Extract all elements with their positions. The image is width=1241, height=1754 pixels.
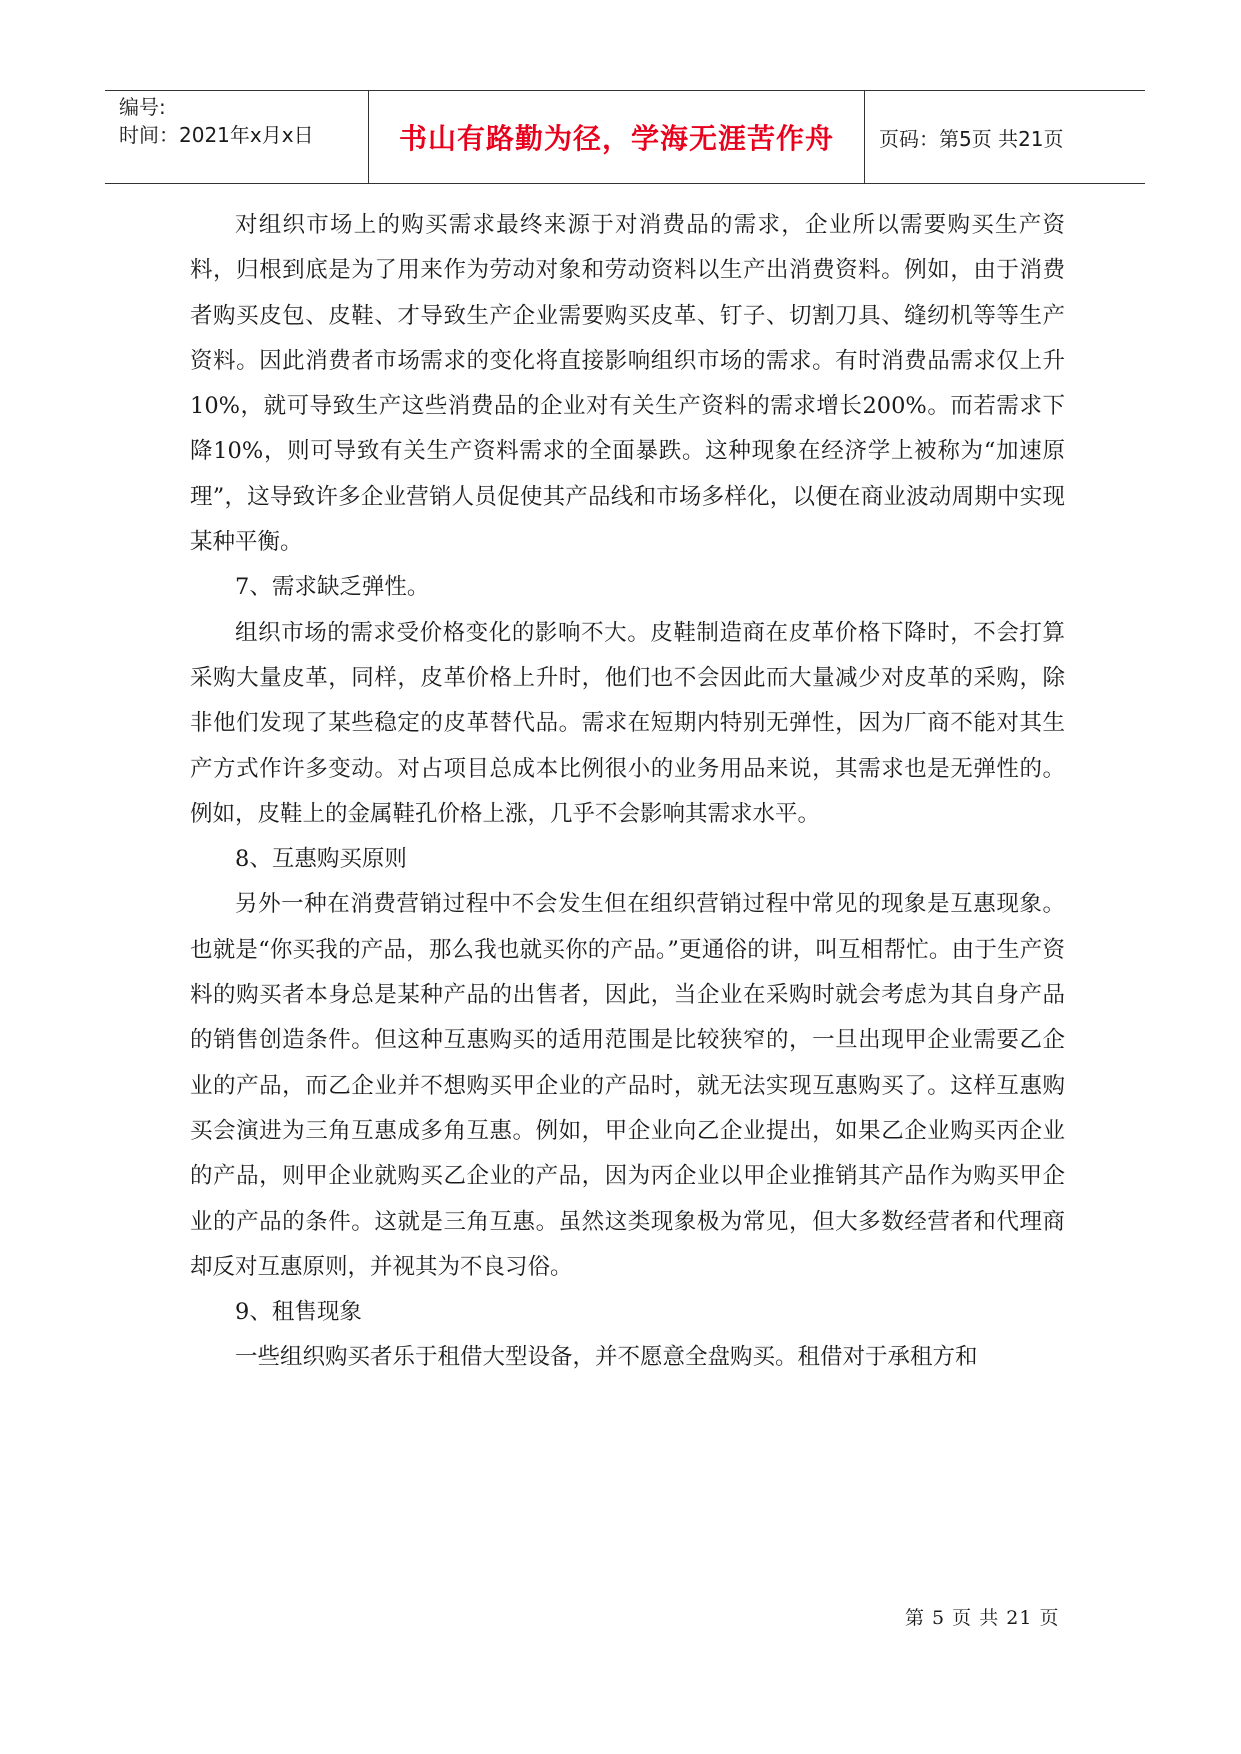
document-time-label: 时间：2021年x月x日 xyxy=(119,123,314,147)
document-body xyxy=(190,203,1065,1381)
header-motto: 书山有路勤为径，学海无涯苦作舟 xyxy=(369,91,865,183)
paragraph: 一些组织购买者乐于租借大型设备，并不愿意全盘购买。租借对于承租方和 xyxy=(235,1344,978,1371)
page-footer: 第 5 页 共 21 页 xyxy=(905,1607,1060,1629)
header-meta xyxy=(105,91,369,183)
page-header xyxy=(105,90,1145,184)
section-heading: 9、租售现象 xyxy=(235,1299,362,1326)
paragraph: 另外一种在消费营销过程中不会发生但在组织营销过程中常见的现象是互惠现象。也就是“你买我的产品，那么我也就买你的产品。”更通俗的讲，叫互相帮忙。由于生产资料的购买者本身总是某种产品的出售者，因此，当企业在采购时就会考虑为其自身产品的销售创造条件。但这种互惠购买的适用范围是比较狭窄的，一旦出现甲企业需要乙企业的产品，而乙企业并不想购买甲企业的产品时，就无法实现互惠购买了。这样互惠购买会演进为三角互惠成多角互惠。例如，甲企业向乙企业提出，如果乙企业购买丙企业的产品，则甲企业就购买乙企业的产品，因为丙企业以甲企业推销其产品作为购买甲企业的产品的条件。这就是三角互惠。虽然这类现象极为常见，但大多数经营者和代理商却反对互惠原则，并视其为不良习俗。 xyxy=(190,891,1065,1280)
section-heading: 7、需求缺乏弹性。 xyxy=(235,574,430,601)
section-heading: 8、互惠购买原则 xyxy=(235,846,407,873)
document-number-label: 编号: xyxy=(119,95,166,119)
paragraph: 组织市场的需求受价格变化的影响不大。皮鞋制造商在皮革价格下降时，不会打算采购大量皮革，同样，皮革价格上升时，他们也不会因此而大量减少对皮革的采购，除非他们发现了某些稳定的皮革替代品。需求在短期内特别无弹性，因为厂商不能对其生产方式作许多变动。对占项目总成本比例很小的业务用品来说，其需求也是无弹性的。例如，皮鞋上的金属鞋孔价格上涨，几乎不会影响其需求水平。 xyxy=(190,619,1065,827)
paragraph: 对组织市场上的购买需求最终来源于对消费品的需求，企业所以需要购买生产资料，归根到底是为了用来作为劳动对象和劳动资料以生产出消费资料。例如，由于消费者购买皮包、皮鞋、才导致生产企业需要购买皮革、钉子、切割刀具、缝纫机等等生产资料。因此消费者市场需求的变化将直接影响组织市场的需求。有时消费品需求仅上升10%，就可导致生产这些消费品的企业对有关生产资料的需求增长200%。而若需求下降10%，则可导致有关生产资料需求的全面暴跌。这种现象在经济学上被称为“加速原理”，这导致许多企业营销人员促使其产品线和市场多样化，以便在商业波动周期中实现某种平衡。 xyxy=(190,212,1065,556)
header-page-code: 页码：第5页 共21页 xyxy=(879,126,1064,151)
